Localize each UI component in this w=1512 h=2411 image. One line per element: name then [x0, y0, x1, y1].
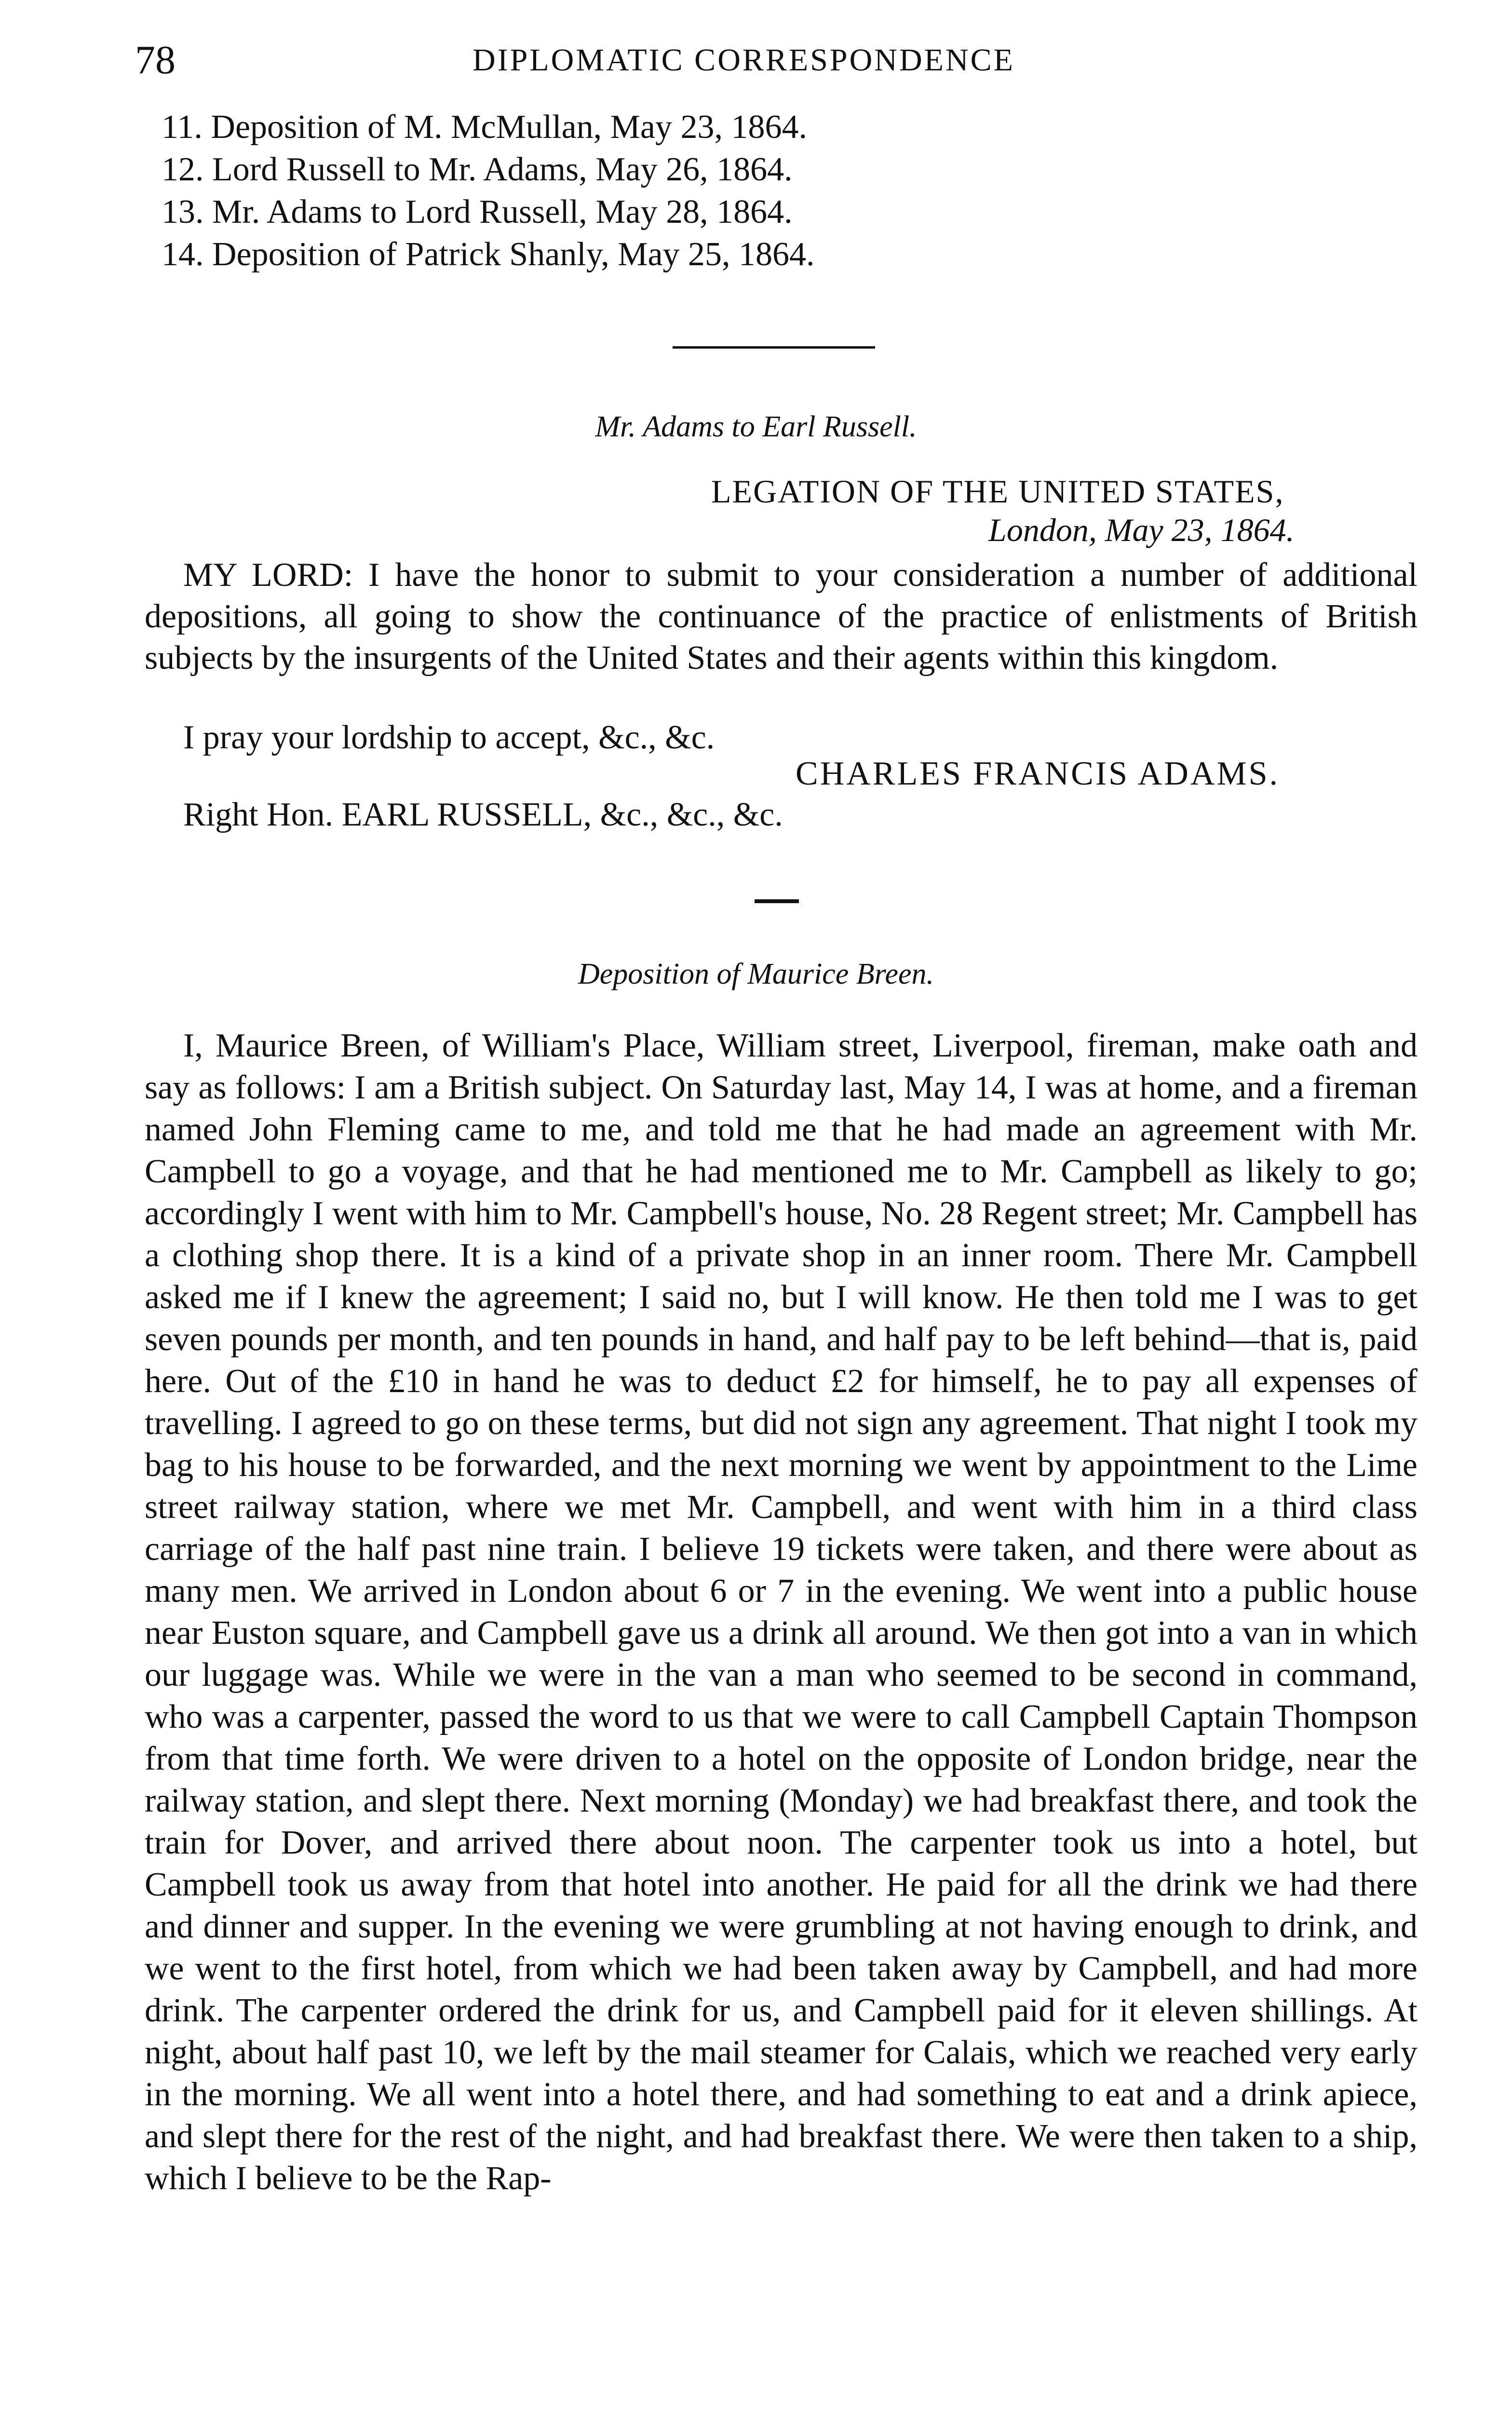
letter-place-date: London, May 23, 1864.: [988, 512, 1295, 548]
enclosure-item: 14. Deposition of Patrick Shanly, May 25, 1864.: [162, 236, 815, 273]
section-divider: [755, 899, 799, 903]
running-head: [135, 34, 1408, 87]
enclosure-list: [162, 106, 1319, 276]
letter-addressee: Right Hon. EARL RUSSELL, &c., &c., &c.: [183, 796, 783, 833]
section-divider: [673, 346, 875, 349]
letter-body: MY LORD: I have the honor to submit to your consideration a number of additional depositions, all going to show the continuance of the practice of enlistments of British subjects by the insurgents of the United States and their agents within this kingdom.: [145, 556, 1418, 677]
enclosure-item: 13. Mr. Adams to Lord Russell, May 28, 1864.: [162, 193, 793, 230]
deposition-body: I, Maurice Breen, of William's Place, William street, Liverpool, fireman, make oath and say as follows: I am a British subject. On Saturday last, May 14, I was at home, and a fireman named John Fleming came to me, and told me that he had made an agreement with Mr. Campbell to go a voyage, and that he had mentioned me to Mr. Campbell as likely to go; accordingly I went with him to Mr. Campbell's house, No. 28 Regent street; Mr. Campbell has a clothing shop there. It is a kind of a private shop in an inner room. There Mr. Campbell asked me if I knew the agreement; I said no, but I will know. He then told me I was to get seven pounds per month, and ten pounds in hand, and half pay to be left behind—that is, paid here. Out of the £10 in hand he was to deduct £2 for himself, he to pay all expenses of travelling. I agreed to go on these terms, but did not sign any agreement. That night I took my bag to his house to be forwarded, and the next morning we went by appointment to the Lime street railway station, where we met Mr. Campbell, and went with him in a third class carriage of the half past nine train. I believe 19 tickets were taken, and there were about as many men. We arrived in London about 6 or 7 in the evening. We went into a public house near Euston square, and Campbell gave us a drink all around. We then got into a van in which our luggage was. While we were in the van a man who seemed to be second in command, who was a carpenter, passed the word to us that we were to call Campbell Captain Thompson from that time forth. We were driven to a hotel on the opposite of London bridge, near the railway station, and slept there. Next morning (Monday) we had breakfast there, and took the train for Dover, and arrived there about noon. The carpenter took us into a hotel, but Campbell took us away from that hotel into another. He paid for all the drink we had there and dinner and supper. In the evening we were grumbling at not having enough to drink, and we went to the first hotel, from which we had been taken away by Campbell, and had more drink. The carpenter ordered the drink for us, and Campbell paid for it eleven shillings. At night, about half past 10, we left by the mail steamer for Calais, which we reached very early in the morning. We all went into a hotel there, and had something to eat and a drink apiece, and slept there for the rest of the night, and had breakfast there. We were then taken to a ship, which I believe to be the Rap-: [145, 1027, 1418, 2197]
page-number: 78: [135, 38, 176, 82]
running-title: DIPLOMATIC CORRESPONDENCE: [472, 42, 1015, 78]
letter-signature: CHARLES FRANCIS ADAMS.: [796, 755, 1280, 792]
letter-closing: I pray your lordship to accept, &c., &c.: [183, 719, 715, 756]
enclosure-item: 11. Deposition of M. McMullan, May 23, 1864.: [162, 108, 807, 146]
letter-title: Mr. Adams to Earl Russell.: [595, 410, 917, 443]
deposition-title: Deposition of Maurice Breen.: [578, 958, 934, 990]
letter-legation: LEGATION OF THE UNITED STATES,: [711, 473, 1284, 510]
enclosure-item: 12. Lord Russell to Mr. Adams, May 26, 1864.: [162, 151, 793, 188]
